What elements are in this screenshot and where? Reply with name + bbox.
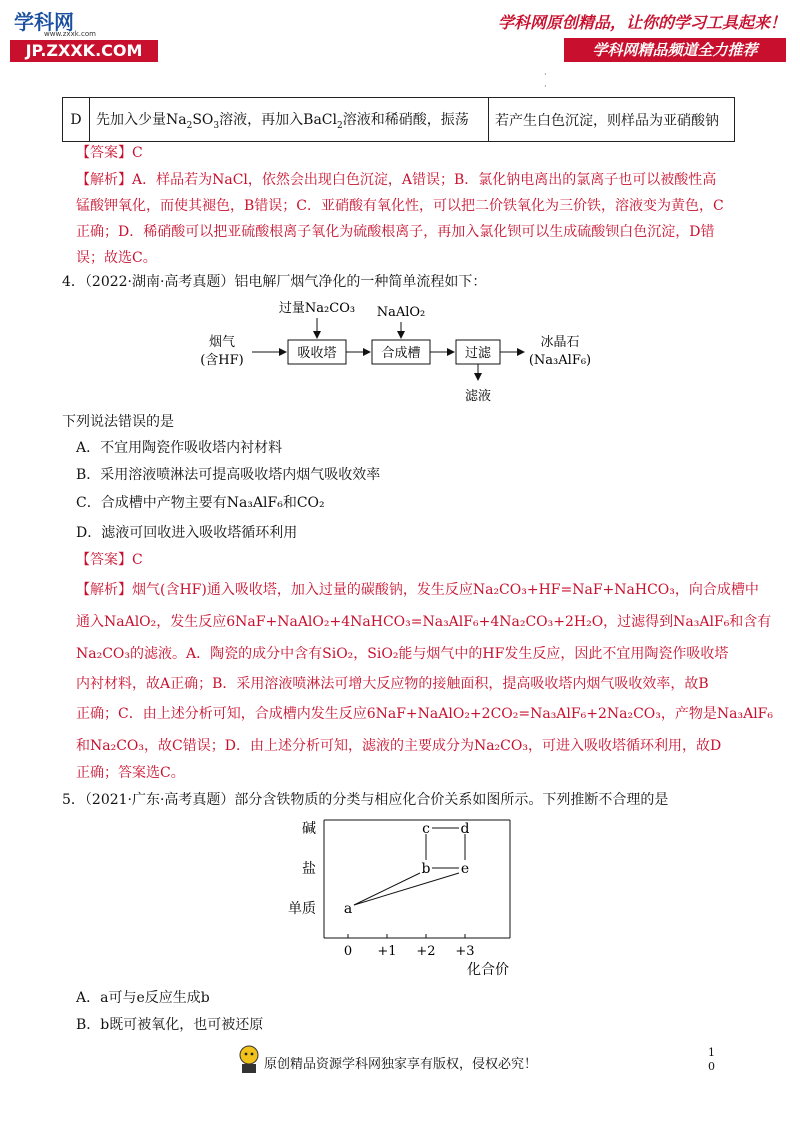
method-pre: 先加入少量 [96,111,166,128]
table-row [63,98,735,142]
flow-input-1: 烟气 [208,335,236,350]
reagent1-sub2: 3 [213,120,220,131]
q4-analysis-line-5: 正确；C．由上述分析可知，合成槽内发生反应6NaF+NaAlO₂+2CO₂=Na₃AlF₆+2Na₂CO₃，产物是Na₃AlF₆ [76,706,773,722]
q4-analysis-line-2: 通入NaAlO₂，发生反应6NaF+NaAlO₂+4NaHCO₃=Na₃AlF₆+4Na₂CO₃+2H₂O，过滤得到Na₃AlF₆和含有 [76,614,772,630]
q5-option-a: A．a可与e反应生成b [76,990,210,1006]
chart-point-a: a [343,901,353,917]
logo-url: JP.ZXXK.COM [10,40,158,62]
chart-y-label: 单质 [288,901,316,917]
chart-y-label: 盐 [302,861,316,877]
q3-analysis-line-2: 锰酸钾氧化，而使其褪色，B错误；C．亚硝酸有氧化性，可以把二价铁氧化为三价铁，溶液变为黄色，C [76,198,724,214]
q4-option-d: D．滤液可回收进入吸收塔循环利用 [76,525,298,541]
chart-edges [354,828,465,905]
reagent1 [166,111,220,131]
footer-text: 原创精品资源学科网独家享有版权，侵权必究！ [264,1057,538,1072]
q4-analysis-line-3: Na₂CO₃的滤液。A．陶瓷的成分中含有SiO₂，SiO₂能与烟气中的HF发生反应，因此不宜用陶瓷作吸收塔 [76,646,729,662]
reagent1-sub: 2 [186,120,193,131]
q4-analysis-line-7: 正确；答案选C。 [76,765,185,781]
chart-x-tick-label: +2 [416,944,436,959]
chart-x-tick-label: +3 [455,944,475,959]
q4-analysis-line-4: 内衬材料，故A正确；B．采用溶液喷淋法可增大反应物的接触面积，提高吸收塔内烟气吸收效率，故B [76,676,709,692]
chart-point-d: d [460,821,470,837]
flow-box3-label: 过滤 [464,346,492,361]
logo-text: 学科网 [14,10,74,34]
flow-input-2: (含HF) [200,353,244,368]
chart-y-labels [288,821,316,917]
q4-option-a: A．不宜用陶瓷作吸收塔内衬材料 [76,440,283,456]
q3-answer [76,143,143,163]
mascot-icon [236,1044,262,1074]
q3-analysis-line-4: 误；故选C。 [76,250,157,266]
flow-box2-label: 合成槽 [381,346,421,361]
slogan: 学科网原创精品，让你的学习工具起来！ [497,13,786,32]
banner: 学科网精品频道全力推荐 [564,38,786,62]
flow-add2: NaAlO₂ [376,305,426,320]
logo-subtitle: www.zxxk.com [44,30,96,38]
q3-option-table [62,97,735,142]
q3-analysis-line-3: 正确；D．稀硝酸可以把亚硫酸根离子氧化为硫酸根离子，再加入氯化钡可以生成硫酸钡白色沉淀，D错 [76,224,715,240]
q3-analysis-line-1 [76,170,716,190]
reagent1-a: Na [166,111,187,128]
q4-option-c: C．合成槽中产物主要有Na₃AlF₆和CO₂ [76,495,325,511]
page-number-2: 0 [708,1060,715,1073]
method-post: 溶液和稀硝酸，振荡 [342,111,469,128]
chart-edge-a-b [354,873,420,905]
chart-point-c: c [422,821,430,837]
q5-option-b: B．b既可被氧化，也可被还原 [76,1017,264,1033]
q5-stem: 5．（2021·广东·高考真题）部分含铁物质的分类与相应化合价关系如图所示。下列推断不合理的是 [62,792,669,808]
flow-output-1: 冰晶石 [540,335,580,350]
q4-analysis-line-1 [76,580,759,600]
q4-flow-diagram [200,296,600,410]
analysis-label: 【解析】 [76,582,132,598]
q4-answer [76,550,143,570]
chart-point-e: e [460,861,470,877]
page-number-1: 1 [708,1046,715,1059]
row-result: 若产生白色沉淀，则样品为亚硝酸钠 [489,98,735,142]
flow-add1: 过量Na₂CO₃ [278,301,356,316]
row-label: D [63,98,90,142]
method-mid: 溶液，再加入 [219,111,304,128]
q4-stem: 4．（2022·湖南·高考真题）铝电解厂烟气净化的一种简单流程如下： [62,274,487,290]
chart-xlabel: 化合价 [467,962,509,978]
q4-ask: 下列说法错误的是 [62,414,174,430]
chart-edge-a-e [354,873,459,905]
q5-chart [280,812,520,982]
answer-label: 【答案】 [76,552,132,568]
chart-point-b: b [421,861,431,877]
dot-1: · [544,70,547,79]
chart-y-label: 碱 [302,821,316,837]
analysis-text: A．样品若为NaCl，依然会出现白色沉淀，A错误；B．氯化钠电离出的氯离子也可以被酸性高 [132,172,717,188]
dot-2: · [544,82,547,91]
chart-x-tick-label: +1 [377,944,397,959]
chart-x-tick-label: 0 [343,944,353,959]
reagent1-b: SO [192,111,214,128]
q4-option-b: B．采用溶液喷淋法可提高吸收塔内烟气吸收效率 [76,467,381,483]
answer-value: C [132,145,143,161]
q4-analysis-line-6: 和Na₂CO₃，故C错误；D．由上述分析可知，滤液的主要成分为Na₂CO₃，可进入吸收塔循环利用，故D [76,738,722,754]
answer-value: C [132,552,143,568]
answer-label: 【答案】 [76,145,132,161]
reagent2-sub: 2 [336,120,343,131]
reagent2-a: BaCl [303,111,337,128]
row-method [90,98,489,142]
flow-box1-label: 吸收塔 [297,346,337,361]
flow-byproduct: 滤液 [464,389,492,404]
analysis-label: 【解析】 [76,172,132,188]
flow-output-2: (Na₃AlF₆) [528,353,592,368]
analysis-text: 烟气(含HF)通入吸收塔，加入过量的碳酸钠，发生反应Na₂CO₃+HF=NaF+NaHCO₃，向合成槽中 [132,582,759,598]
reagent2 [303,111,343,131]
